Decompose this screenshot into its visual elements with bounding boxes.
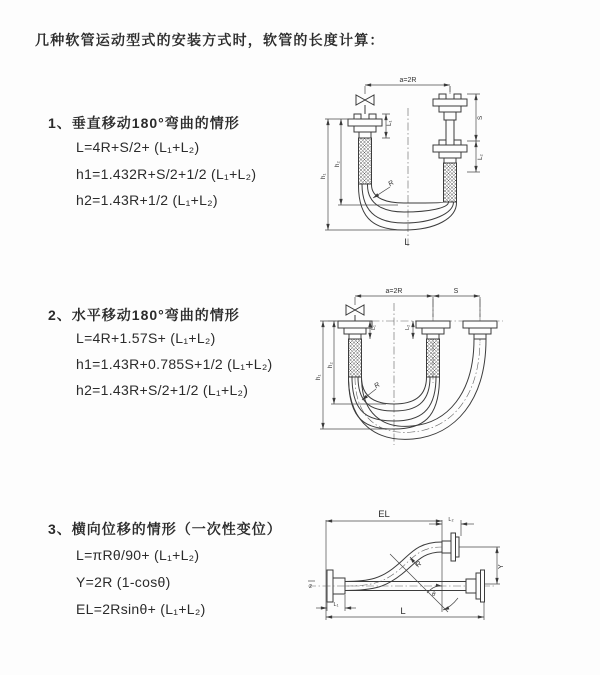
section-2-formula-h1: h1=1.43R+0.785S+1/2 (L₁+L₂) (76, 356, 273, 372)
label-l1: L₁ (371, 325, 377, 330)
section-1-heading: 1、垂直移动180°弯曲的情形 (48, 115, 240, 131)
dim-a2r (365, 77, 450, 94)
lower-right-flange (466, 570, 485, 602)
label-l2: L₂ (477, 154, 484, 160)
label-h1: h₁ (320, 173, 327, 179)
label-l1: L₁ (333, 602, 339, 608)
diagram-vertical-bend (298, 72, 600, 272)
label-r: R (373, 381, 382, 391)
label-r: R (414, 560, 424, 569)
valve-icon (356, 95, 374, 114)
label-h1: h₁ (315, 374, 322, 380)
section-1-formula-L: L=4R+S/2+ (L₁+L₂) (76, 139, 200, 155)
dim-l1 (382, 114, 393, 138)
section-3-formula-EL: EL=2Rsinθ+ (L₁+L₂) (76, 601, 206, 617)
label-h2: h₂ (327, 362, 334, 368)
left-fitting (348, 114, 382, 184)
braided-hose-left (359, 138, 372, 184)
label-r: R (387, 179, 396, 189)
hose-u-curves (358, 184, 456, 230)
label-s: S (477, 115, 484, 120)
section-1-formula-h1: h1=1.432R+S/2+1/2 (L₁+L₂) (76, 166, 257, 182)
middle-fitting (416, 321, 450, 377)
label-l2: L₂ (448, 517, 454, 523)
label-h2: h₂ (334, 161, 341, 167)
section-3-formula-L: L=πRθ/90+ (L₁+L₂) (76, 547, 200, 563)
braided-hose-right (444, 163, 457, 202)
diagram-horizontal-bend (298, 283, 600, 463)
section-3-heading: 3、横向位移的情形（一次性变位） (48, 521, 282, 537)
dim-el (326, 509, 442, 620)
dim-l1 (316, 595, 356, 611)
label-el: EL (378, 509, 390, 520)
section-2-heading: 2、水平移动180°弯曲的情形 (48, 307, 240, 323)
braided-hose-left (349, 339, 362, 377)
label-l1: L₁ (386, 120, 393, 126)
radius-callout (410, 557, 423, 569)
label-l-length: L (400, 606, 406, 617)
diagram-lateral-displacement (298, 500, 600, 645)
hose-moved-position (349, 339, 487, 439)
right-fitting (433, 94, 467, 202)
label-l2: L₂ (405, 324, 411, 330)
label-s: S (453, 288, 459, 295)
section-2-formula-h2: h2=1.43R+S/2+1/2 (L₁+L₂) (76, 382, 249, 398)
section-1-formula-h2: h2=1.43R+1/2 (L₁+L₂) (76, 192, 218, 208)
valve-icon (346, 305, 364, 321)
right-fitting-moved (463, 321, 497, 339)
label-z-mark: z (309, 583, 313, 590)
braided-hose-middle (427, 339, 440, 377)
label-a2r: a=2R (385, 288, 403, 295)
label-y: Y (498, 564, 505, 569)
left-fitting (338, 321, 372, 377)
page-title: 几种软管运动型式的安装方式时，软管的长度计算： (35, 32, 385, 48)
section-2-formula-L: L=4R+1.57S+ (L₁+L₂) (76, 330, 216, 346)
label-l-length: L (404, 237, 410, 248)
dim-l (326, 602, 484, 620)
label-theta: θ (432, 591, 436, 598)
dim-l2 (405, 321, 413, 339)
label-a2r: a=2R (399, 77, 417, 84)
dim-s (467, 94, 484, 172)
section-3-formula-Y: Y=2R (1-cosθ) (76, 574, 171, 590)
hose-s-curve-displaced (345, 542, 442, 591)
dim-a2r-s (355, 288, 480, 317)
upper-flange (442, 533, 459, 561)
